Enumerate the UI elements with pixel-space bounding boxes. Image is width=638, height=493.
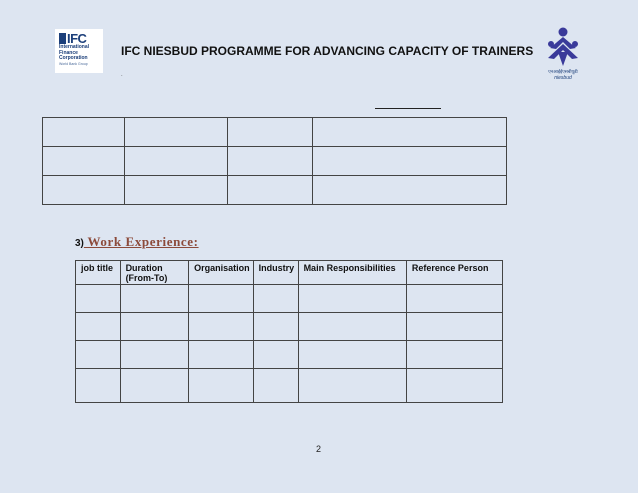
table-cell[interactable] <box>43 176 125 205</box>
ifc-logo-line4: World Bank Group <box>59 61 88 66</box>
niesbud-emblem-icon <box>538 26 588 68</box>
table-cell[interactable] <box>43 147 125 176</box>
table-cell[interactable] <box>124 147 227 176</box>
table-row <box>76 285 503 313</box>
ifc-logo-mark: IFC <box>67 31 87 46</box>
header-dot: . <box>121 72 123 78</box>
header-duration-line1: Duration <box>125 263 163 273</box>
table-cell[interactable] <box>227 176 313 205</box>
ifc-logo <box>55 29 103 73</box>
table-cell[interactable] <box>406 313 502 341</box>
table-row <box>43 176 507 205</box>
table-cell[interactable] <box>406 341 502 369</box>
signature-line <box>375 108 441 109</box>
table-cell[interactable] <box>120 285 189 313</box>
section-title: Work Experience: <box>83 234 199 249</box>
ifc-logo-line3: Corporation <box>59 55 88 61</box>
niesbud-caption-hindi: एनआईईएसबीयूडी <box>548 69 578 74</box>
niesbud-logo <box>538 26 588 84</box>
table-cell[interactable] <box>76 341 121 369</box>
table-cell[interactable] <box>189 285 254 313</box>
table-cell[interactable] <box>298 341 406 369</box>
table-cell[interactable] <box>43 118 125 147</box>
table-cell[interactable] <box>313 147 507 176</box>
table-row <box>76 369 503 403</box>
table-cell[interactable] <box>406 369 502 403</box>
table-cell[interactable] <box>298 285 406 313</box>
header-organisation: Organisation <box>189 261 254 285</box>
table-cell[interactable] <box>189 369 254 403</box>
header-industry: Industry <box>253 261 298 285</box>
table-cell[interactable] <box>298 369 406 403</box>
table-cell[interactable] <box>253 313 298 341</box>
table-cell[interactable] <box>313 176 507 205</box>
page-number: 2 <box>316 444 322 454</box>
ifc-logo-line1: International <box>59 44 90 50</box>
table-cell[interactable] <box>76 285 121 313</box>
table-cell[interactable] <box>298 313 406 341</box>
table-cell[interactable] <box>313 118 507 147</box>
table-cell[interactable] <box>253 369 298 403</box>
table-cell[interactable] <box>227 147 313 176</box>
header-reference-person: Reference Person <box>406 261 502 285</box>
table-row <box>43 147 507 176</box>
table-cell[interactable] <box>124 176 227 205</box>
table-row <box>76 313 503 341</box>
work-experience-table <box>75 260 503 403</box>
header-duration <box>120 261 189 285</box>
table-cell[interactable] <box>120 369 189 403</box>
table-cell[interactable] <box>120 313 189 341</box>
table-cell[interactable] <box>253 341 298 369</box>
section-heading <box>75 233 199 251</box>
table-cell[interactable] <box>227 118 313 147</box>
table-row <box>76 341 503 369</box>
ifc-logo-line2: Finance <box>59 49 78 56</box>
header-job-title: job title <box>76 261 121 285</box>
table-cell[interactable] <box>76 313 121 341</box>
header-main-responsibilities: Main Responsibilities <box>298 261 406 285</box>
header-duration-line2: (From-To) <box>125 273 168 283</box>
table-cell[interactable] <box>124 118 227 147</box>
table-cell[interactable] <box>76 369 121 403</box>
table-cell[interactable] <box>189 341 254 369</box>
table-cell[interactable] <box>189 313 254 341</box>
table-cell[interactable] <box>120 341 189 369</box>
section-number: 3) <box>75 238 84 249</box>
table-header-row <box>76 261 503 285</box>
ifc-logo-square-icon <box>59 33 66 44</box>
niesbud-caption: niesbud <box>554 75 572 81</box>
table-row <box>43 118 507 147</box>
table-cell[interactable] <box>253 285 298 313</box>
page-title: IFC NIESBUD PROGRAMME FOR ADVANCING CAPACITY OF TRAINERS <box>121 44 534 58</box>
table-cell[interactable] <box>406 285 502 313</box>
blank-table <box>42 117 507 205</box>
